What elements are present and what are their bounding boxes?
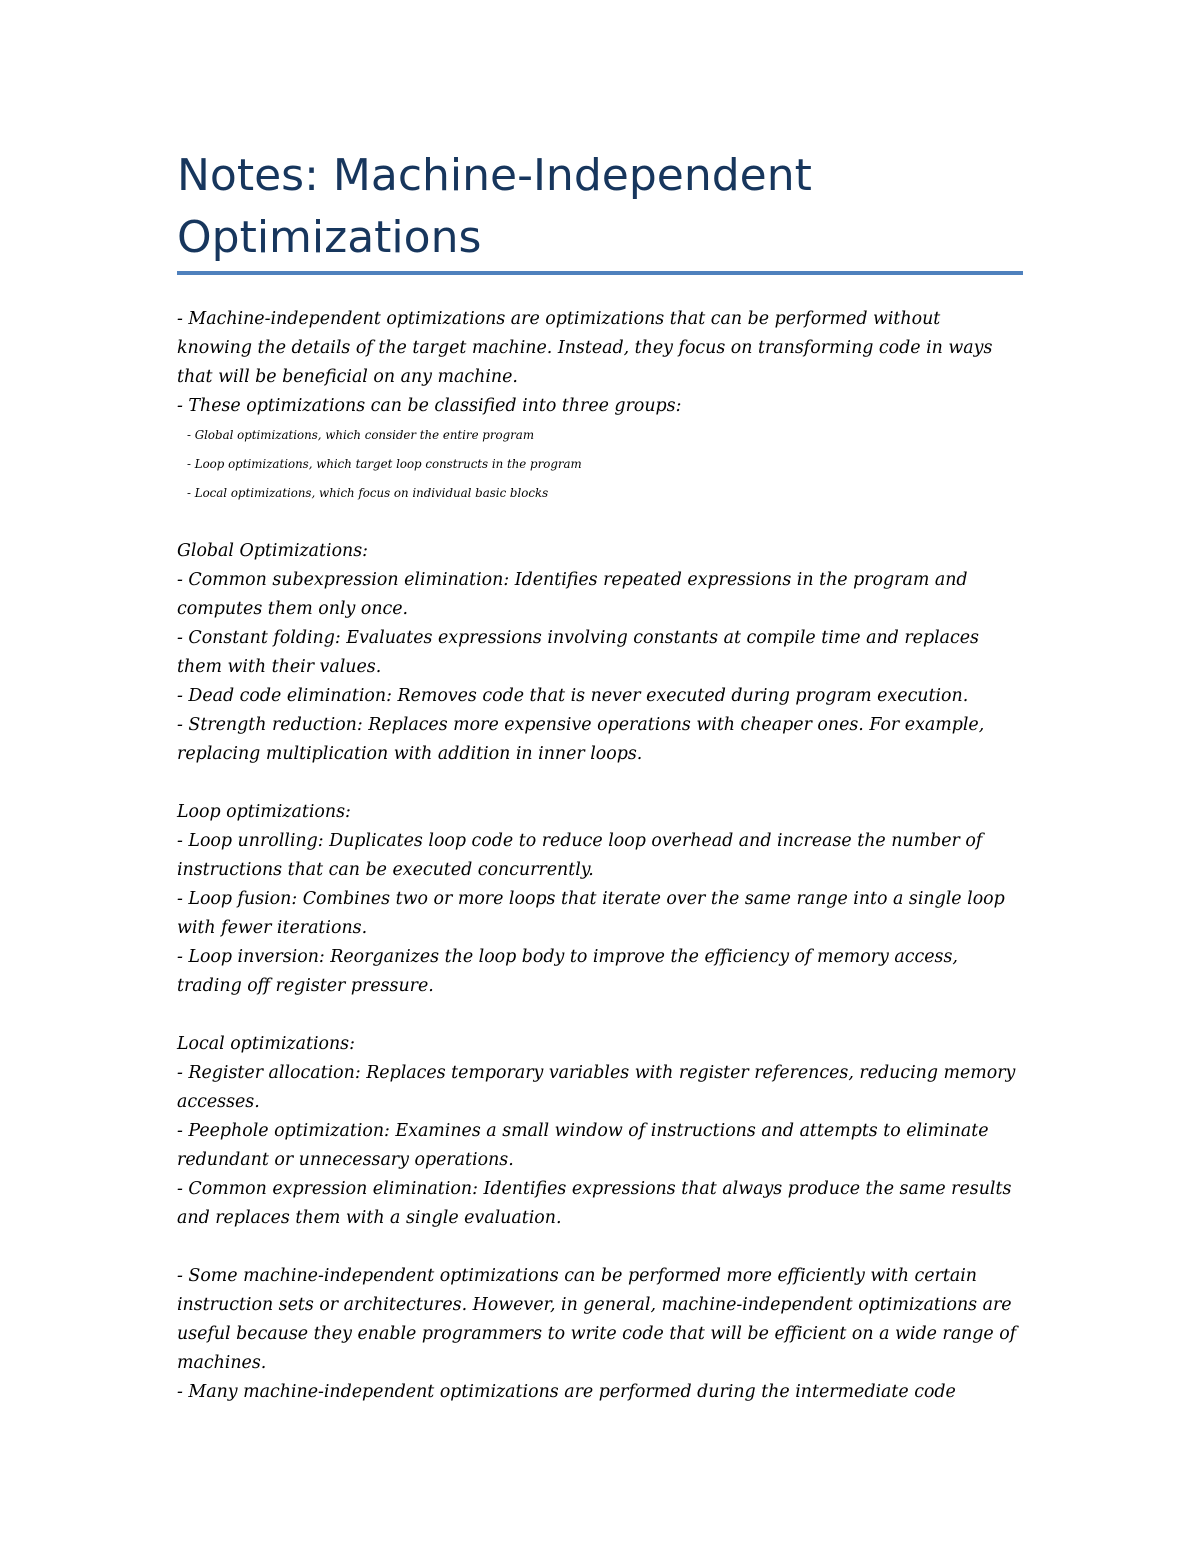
global-line: - Common subexpression elimination: Identifies repeated expressions in the program and	[177, 570, 968, 590]
loop-line: with fewer iterations.	[177, 918, 368, 938]
intro-line: - These optimizations can be classified into three groups:	[177, 396, 682, 416]
closing-section	[177, 1262, 1027, 1407]
loop-line: trading off register pressure.	[177, 976, 434, 996]
document-body	[177, 305, 1027, 1407]
paragraph-spacer	[177, 508, 1027, 537]
global-line: computes them only once.	[177, 599, 409, 619]
title-line-2: Optimizations	[177, 212, 482, 263]
group-item-global: - Global optimizations, which consider the entire program	[187, 428, 535, 442]
loop-optimizations-section	[177, 798, 1027, 1001]
loop-line: - Loop fusion: Combines two or more loops that iterate over the same range into a single loop	[177, 889, 1005, 909]
section-heading-local: Local optimizations:	[177, 1034, 355, 1054]
loop-line: - Loop inversion: Reorganizes the loop body to improve the efficiency of memory access,	[177, 947, 958, 967]
local-line: redundant or unnecessary operations.	[177, 1150, 514, 1170]
closing-line: machines.	[177, 1353, 267, 1373]
paragraph-spacer	[177, 1001, 1027, 1030]
paragraph-spacer	[177, 769, 1027, 798]
group-item-local: - Local optimizations, which focus on individual basic blocks	[187, 486, 549, 500]
section-heading-global: Global Optimizations:	[177, 541, 369, 561]
local-line: - Common expression elimination: Identifies expressions that always produce the same results	[177, 1179, 1012, 1199]
intro-line: that will be beneficial on any machine.	[177, 367, 518, 387]
global-line: - Dead code elimination: Removes code that is never executed during program execution.	[177, 686, 969, 706]
intro-line: - Machine-independent optimizations are optimizations that can be performed without	[177, 309, 941, 329]
local-line: accesses.	[177, 1092, 260, 1112]
global-line: - Strength reduction: Replaces more expensive operations with cheaper ones. For example,	[177, 715, 985, 735]
local-line: - Register allocation: Replaces temporary variables with register references, reducing memory	[177, 1063, 1016, 1083]
title-line-1: Notes: Machine-Independent	[177, 150, 812, 201]
paragraph-spacer	[177, 1233, 1027, 1262]
title-underline-rule	[177, 271, 1023, 275]
closing-line: instruction sets or architectures. However, in general, machine-independent optimizations are	[177, 1295, 1012, 1315]
section-heading-loop: Loop optimizations:	[177, 802, 351, 822]
closing-line: - Many machine-independent optimizations are performed during the intermediate code	[177, 1382, 956, 1402]
global-optimizations-section	[177, 537, 1027, 769]
global-line: - Constant folding: Evaluates expressions involving constants at compile time and replaces	[177, 628, 979, 648]
local-line: - Peephole optimization: Examines a small window of instructions and attempts to eliminate	[177, 1121, 989, 1141]
local-line: and replaces them with a single evaluation.	[177, 1208, 562, 1228]
group-item-loop: - Loop optimizations, which target loop constructs in the program	[187, 457, 582, 471]
page-title	[177, 145, 1027, 269]
intro-section	[177, 305, 1027, 508]
global-line: replacing multiplication with addition in inner loops.	[177, 744, 643, 764]
global-line: them with their values.	[177, 657, 382, 677]
local-optimizations-section	[177, 1030, 1027, 1233]
intro-line: knowing the details of the target machine. Instead, they focus on transforming code in ways	[177, 338, 993, 358]
loop-line: - Loop unrolling: Duplicates loop code to reduce loop overhead and increase the number of	[177, 831, 983, 851]
loop-line: instructions that can be executed concurrently.	[177, 860, 594, 880]
closing-line: - Some machine-independent optimizations can be performed more efficiently with certain	[177, 1266, 977, 1286]
closing-line: useful because they enable programmers to write code that will be efficient on a wide range of	[177, 1324, 1017, 1344]
